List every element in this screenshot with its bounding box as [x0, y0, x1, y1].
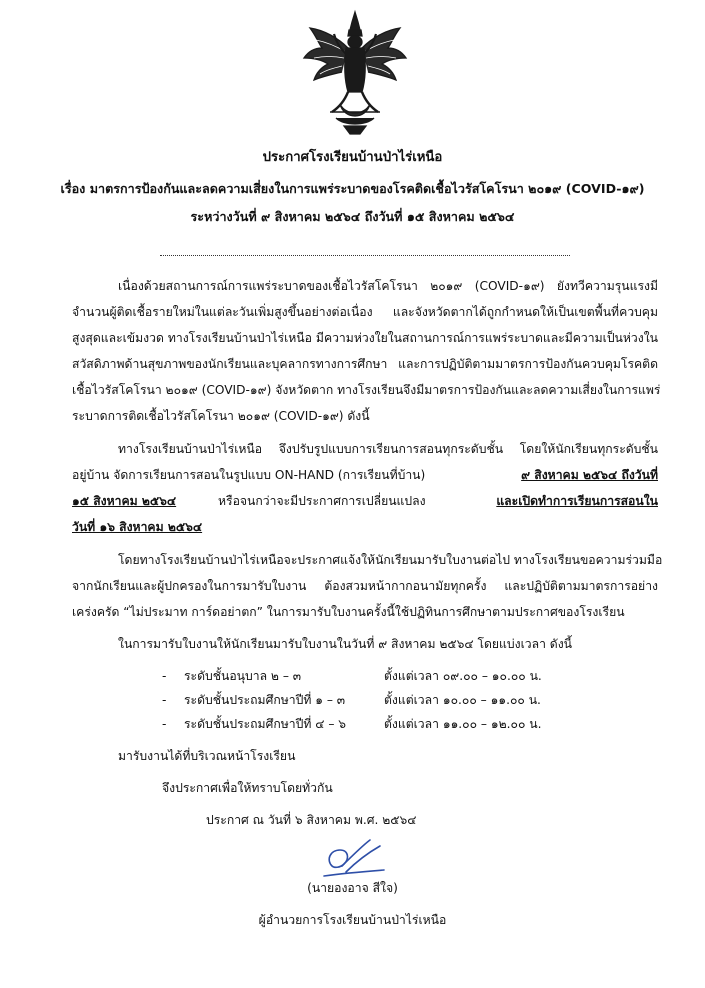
- schedule-bullet: -: [162, 669, 167, 683]
- schedule-time: ตั้งแต่เวลา ๑๑.๐๐ – ๑๒.๐๐ น.: [384, 717, 542, 731]
- paragraph-3-line-1: โดยทางโรงเรียนบ้านป่าไร่เหนือจะประกาศแจ้งให้นักเรียนมารับใบงานต่อไป ทางโรงเรียนขอความร่วมมือ: [118, 553, 663, 567]
- signer-name: (นายองอาจ สีใจ): [307, 881, 398, 895]
- paragraph-1-line-6: ระบาดการติดเชื้อไวรัสโคโรนา ๒๐๑๙ (COVID-๑๙) ดังนี้: [72, 409, 370, 423]
- announcement-date: ประกาศ ณ วันที่ ๖ สิงหาคม พ.ศ. ๒๕๖๔: [206, 813, 417, 827]
- paragraph-6: จึงประกาศเพื่อให้ทราบโดยทั่วกัน: [162, 781, 333, 795]
- schedule-level: ระดับชั้นประถมศึกษาปีที่ ๑ – ๓: [184, 693, 346, 707]
- paragraph-3-line-2: จากนักเรียนและผู้ปกครองในการมารับใบงาน ต้องสวมหน้ากากอนามัยทุกครั้ง และปฏิบัติตามมาตรการอย่าง: [72, 579, 658, 593]
- schedule-bullet: -: [162, 693, 167, 707]
- schedule-level: ระดับชั้นประถมศึกษาปีที่ ๔ – ๖: [184, 717, 347, 731]
- paragraph-2-line-2a: อยู่บ้าน จัดการเรียนการสอนในรูปแบบ ON-HAND (การเรียนที่บ้าน): [72, 468, 426, 482]
- announcement-period: ระหว่างวันที่ ๙ สิงหาคม ๒๕๖๔ ถึงวันที่ ๑๕ สิงหาคม ๒๕๖๔: [190, 209, 515, 224]
- paragraph-5: มารับงานได้ที่บริเวณหน้าโรงเรียน: [118, 749, 296, 763]
- paragraph-1-line-5: เชื้อไวรัสโคโรนา ๒๐๑๙ (COVID-๑๙) จังหวัดตาก ทางโรงเรียนจึงมีมาตรการป้องกันและลดความเสี่ยงในการแพร่: [72, 383, 661, 397]
- announcement-title: ประกาศโรงเรียนบ้านป่าไร่เหนือ: [262, 150, 443, 165]
- paragraph-2-line-3c: และเปิดทำการเรียนการสอนใน: [496, 494, 658, 508]
- paragraph-2-line-3a: ๑๕ สิงหาคม ๒๕๖๔: [72, 494, 177, 508]
- paragraph-2-line-2b: ๙ สิงหาคม ๒๕๖๔ ถึงวันที่: [521, 468, 658, 482]
- schedule-time: ตั้งแต่เวลา ๐๙.๐๐ – ๑๐.๐๐ น.: [384, 669, 542, 683]
- signature-icon: [318, 836, 390, 880]
- schedule-level: ระดับชั้นอนุบาล ๒ – ๓: [184, 669, 302, 683]
- paragraph-2-line-3b: หรือจนกว่าจะมีประกาศการเปลี่ยนแปลง: [218, 494, 426, 508]
- paragraph-3-line-3: เคร่งครัด “ไม่ประมาท การ์ดอย่าตก” ในการมารับใบงานครั้งนี้ใช้ปฏิทินการศึกษาตามประกาศของโรงเรียน: [72, 605, 625, 619]
- paragraph-2-line-4: วันที่ ๑๖ สิงหาคม ๒๕๖๔: [72, 520, 203, 534]
- paragraph-1-line-1: เนื่องด้วยสถานการณ์การแพร่ระบาดของเชื้อไวรัสโคโรนา ๒๐๑๙ (COVID-๑๙) ยังทวีความรุนแรงมี: [118, 279, 658, 293]
- paragraph-1-line-2: จำนวนผู้ติดเชื้อรายใหม่ในแต่ละวันเพิ่มสูงขึ้นอย่างต่อเนื่อง และจังหวัดตากได้ถูกกำหนดให้เป็นเขตพื้นที่ควบคุม: [72, 305, 658, 319]
- paragraph-1-line-3: สูงสุดและเข้มงวด ทางโรงเรียนบ้านป่าไร่เหนือ มีความห่วงใยในสถานการณ์การแพร่ระบาดและมีความเป็นห่วงใน: [72, 331, 658, 345]
- schedule-time: ตั้งแต่เวลา ๑๐.๐๐ – ๑๑.๐๐ น.: [384, 693, 541, 707]
- announcement-subject: เรื่อง มาตรการป้องกันและลดความเสี่ยงในการแพร่ระบาดของโรคติดเชื้อไวรัสโคโรนา ๒๐๑๙ (COVID-๑๙): [60, 181, 645, 196]
- dotted-divider: [160, 255, 570, 256]
- garuda-emblem-icon: [300, 8, 410, 136]
- paragraph-1-line-4: สวัสดิภาพด้านสุขภาพของนักเรียนและบุคลากรทางการศึกษา และการปฏิบัติตามมาตรการป้องกันควบคุมโรคติด: [72, 357, 658, 371]
- paragraph-2-line-1: ทางโรงเรียนบ้านป่าไร่เหนือ จึงปรับรูปแบบการเรียนการสอนทุกระดับชั้น โดยให้นักเรียนทุกระดับชั้น: [118, 442, 658, 456]
- paragraph-4: ในการมารับใบงานให้นักเรียนมารับใบงานในวันที่ ๙ สิงหาคม ๒๕๖๔ โดยแบ่งเวลา ดังนี้: [118, 637, 572, 651]
- signer-title: ผู้อำนวยการโรงเรียนบ้านป่าไร่เหนือ: [258, 913, 447, 927]
- schedule-bullet: -: [162, 717, 167, 731]
